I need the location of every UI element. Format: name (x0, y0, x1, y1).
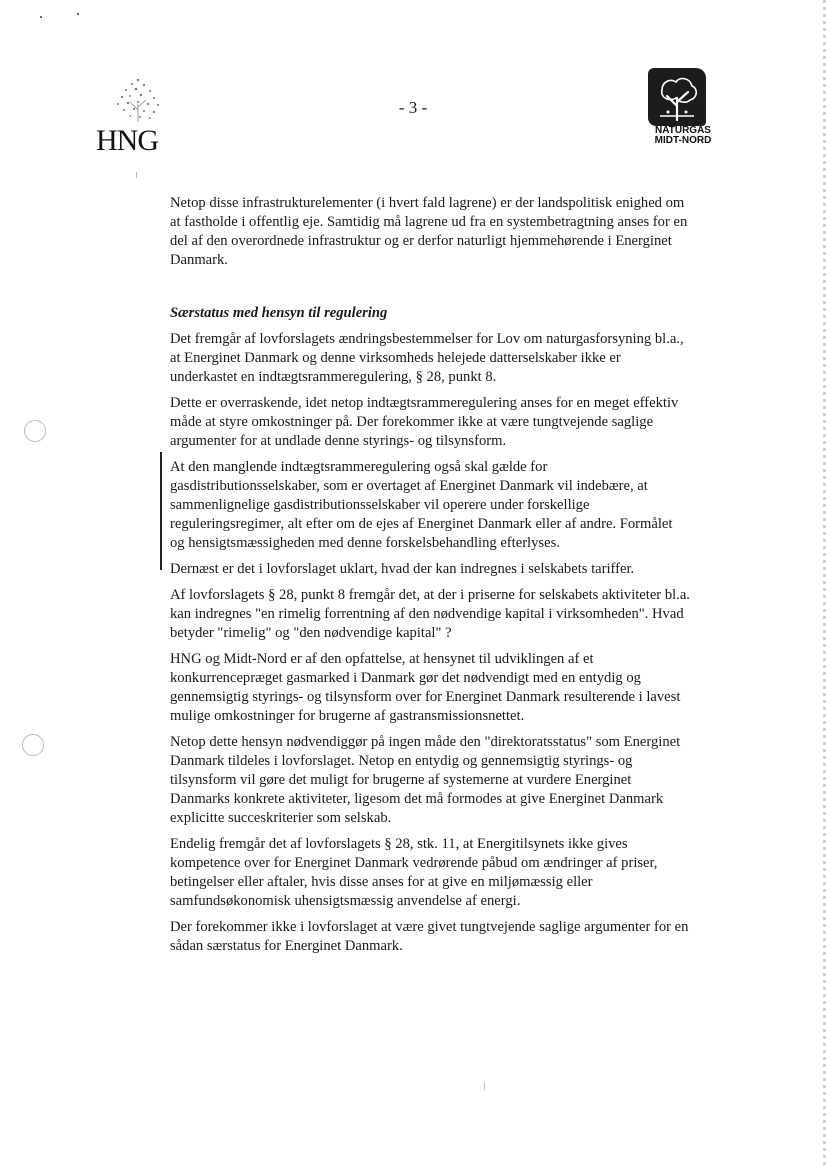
margin-change-bar (160, 452, 162, 570)
paragraph-section-28: Af lovforslagets § 28, punkt 8 fremgår det, at der i priserne for selskabets aktiviteter bl.a. kan indregnes "en rimelig forrentning af den nødvendige kapital i virksomheden". Hvad betyder "rimelig" og "den nødvendige kapital" ? (170, 587, 690, 641)
scan-mark (136, 172, 137, 178)
paragraph-conclusion: Der forekommer ikke i lovforslaget at være givet tungtvejende saglige argumenter for en sådan særstatus for Energinet Danmark. (170, 919, 689, 954)
scan-mark (484, 1082, 485, 1090)
paragraph-directorate: Netop dette hensyn nødvendiggør på ingen måde den "direktoratsstatus" som Energinet Danmark tildeles i lovforslaget. Netop en entydig og gennemsigtig styrings- og tilsynsform vil gøre det muligt for brugerne af systemerne at vurdere Energinet Danmarks konkrete aktiviteter, ligesom det må formodes at give Energinet Danmark explicitte succeskriterier som selskab. (170, 734, 681, 826)
naturgas-logo (640, 68, 726, 150)
paragraph-market: HNG og Midt-Nord er af den opfattelse, at hensynet til udviklingen af et konkurrencepræget gasmarked i Danmark gør det nødvendigt med en entydig og gennemsigtig styrings- og tilsynsform over for Energinet Danmark resulterende i lavest mulige omkostninger for brugerne af gastransmissionsnettet. (170, 651, 681, 724)
punch-hole-icon (24, 420, 46, 442)
scan-speck (77, 13, 79, 15)
hng-logo-text: HNG (96, 124, 158, 157)
paragraph-surprising: Dette er overraskende, idet netop indtægtsrammeregulering anses for en meget effektiv måde at styre omkostninger på. Der forekommer ikke at være tungtvejende saglige argumenter for at undlade denne styrings- og tilsynsform. (170, 395, 679, 449)
punch-hole-icon (22, 734, 44, 756)
paragraph-tariffs: Dernæst er det i lovforslaget uklart, hvad der kan indregnes i selskabets tariffer. (170, 561, 635, 577)
section-heading: Særstatus med hensyn til regulering (170, 305, 388, 321)
scan-speck (40, 16, 42, 18)
naturgas-logo-line2: MIDT-NORD (654, 135, 712, 146)
body-text (170, 194, 690, 963)
naturgas-logo-text (640, 126, 726, 146)
paragraph-amendments: Det fremgår af lovforslagets ændringsbestemmelser for Lov om naturgasforsyning bl.a., at Energinet Danmark og denne virksomheds helejede datterselskaber ikke er underkastet en indtægtsrammeregulering, § 28, punkt 8. (170, 331, 684, 385)
naturgas-logo-line1: NATURGAS (655, 125, 711, 136)
paragraph-distribution: At den manglende indtægtsrammeregulering også skal gælde for gasdistributionsselskaber, som er overtaget af Energinet Danmark vil indebære, at sammenlignelige gasdistributionsselskaber vil operere under forskellige reguleringsregimer, alt efter om de ejes af Energinet Danmark eller af andre. Formålet og hensigtsmæssigheden med denne forskelsbehandling efterlyses. (170, 459, 673, 551)
naturgas-tree-mark-icon (648, 68, 706, 126)
paragraph-competence: Endelig fremgår det af lovforslagets § 28, stk. 11, at Energitilsynets ikke gives kompetence over for Energinet Danmark vedrørende påbud om ændringer af priser, betingelser eller aftaler, hvis disse anses for at give en miljømæssig eller samfundsøkonomisk uhensigtsmæssig anvendelse af energi. (170, 836, 658, 909)
paragraph-infrastructure: Netop disse infrastrukturelementer (i hvert fald lagrene) er der landspolitisk enighed om at fastholde i offentlig eje. Samtidig må lagrene ud fra en systembetragtning anses for en del af den overordnede infrastruktur og er derfor naturligt hjemmehørende i Energinet Danmark. (170, 195, 688, 268)
page-number: - 3 - (398, 98, 428, 117)
